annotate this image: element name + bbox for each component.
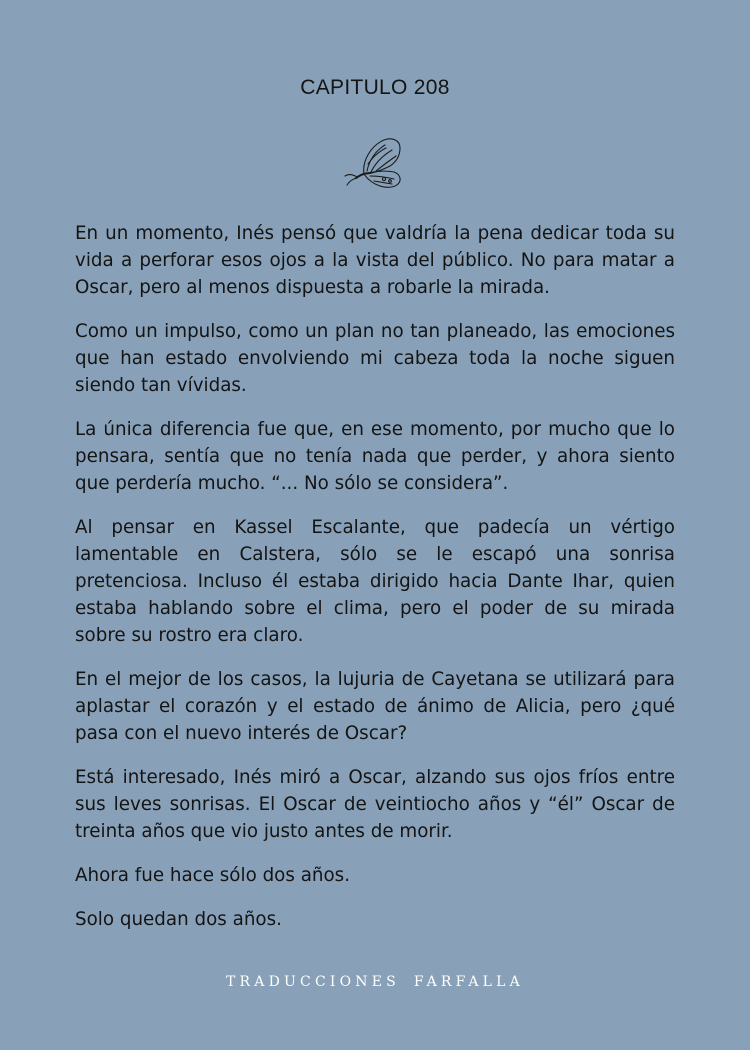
footer-credit [0, 974, 750, 990]
paragraph: En el mejor de los casos, la lujuria de Cayetana se utilizará para aplastar el corazón y el estado de ánimo de Alicia, pero ¿qué pasa con el nuevo interés de Oscar? [75, 669, 675, 744]
paragraph: Ahora fue hace sólo dos años. [75, 865, 351, 886]
paragraph: Está interesado, Inés miró a Oscar, alzando sus ojos fríos entre sus leves sonrisas. El Oscar de veintiocho años y “él” Oscar de treinta años que vio justo antes de morir. [75, 767, 675, 842]
chapter-title: CAPITULO 208 [300, 76, 450, 99]
footer-word-translations: TRADUCCIONES [226, 974, 400, 990]
paragraph: En un momento, Inés pensó que valdría la pena dedicar toda su vida a perforar esos ojos a la vista del público. No para matar a Oscar, pero al menos dispuesta a robarle la mirada. [75, 223, 675, 298]
footer-word-farfalla: FARFALLA [413, 974, 524, 990]
paragraph: Como un impulso, como un plan no tan planeado, las emociones que han estado envolviendo mi cabeza toda la noche siguen siendo tan vívidas. [75, 321, 675, 396]
paragraph: La única diferencia fue que, en ese momento, por mucho que lo pensara, sentía que no tenía nada que perder, y ahora siento que perdería mucho. “... No sólo se considera”. [75, 419, 675, 494]
paragraph: Solo quedan dos años. [75, 909, 282, 930]
butterfly-icon [340, 134, 406, 192]
paragraph: Al pensar en Kassel Escalante, que padecía un vértigo lamentable en Calstera, sólo se le escapó una sonrisa pretenciosa. Incluso él estaba dirigido hacia Dante Ihar, quien estaba hablando sobre el clima, pero el poder de su mirada sobre su rostro era claro. [75, 517, 675, 646]
chapter-body [75, 220, 675, 950]
